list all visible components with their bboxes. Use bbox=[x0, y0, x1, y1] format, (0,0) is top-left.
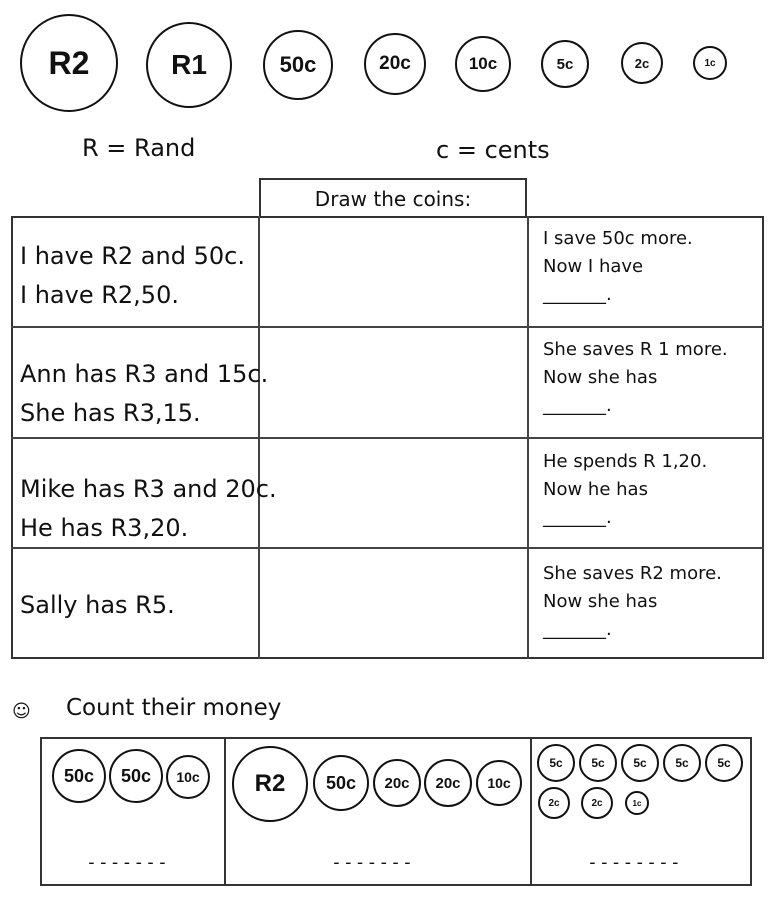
table-row-3-question bbox=[543, 448, 707, 532]
question-line: Now she has bbox=[543, 591, 658, 612]
statement-line: I have R2,50. bbox=[20, 281, 179, 309]
table-row-3-statement bbox=[20, 470, 277, 548]
coin-20c: 20c bbox=[424, 759, 472, 807]
coin-2c: 2c bbox=[538, 787, 570, 819]
table-row-2-statement bbox=[20, 355, 268, 433]
coin-2c: 2c bbox=[581, 787, 613, 819]
coin-5c: 5c bbox=[705, 744, 743, 782]
coin-r2: R2 bbox=[20, 14, 118, 112]
statement-line: Mike has R3 and 20c. bbox=[20, 475, 277, 503]
statement-line: I have R2 and 50c. bbox=[20, 242, 245, 270]
coin-10c: 10c bbox=[455, 36, 511, 92]
coin-50c: 50c bbox=[263, 30, 333, 100]
coin-50c: 50c bbox=[52, 749, 106, 803]
answer-blank: -------- bbox=[587, 852, 682, 873]
rand-legend: R = Rand bbox=[82, 134, 196, 162]
coin-10c: 10c bbox=[166, 755, 210, 799]
answer-blank: _______. bbox=[543, 507, 612, 528]
coin-5c: 5c bbox=[537, 744, 575, 782]
question-line: He spends R 1,20. bbox=[543, 451, 708, 472]
statement-line: He has R3,20. bbox=[20, 514, 189, 542]
statement-line: Sally has R5. bbox=[20, 591, 175, 619]
answer-blank: _______. bbox=[543, 284, 612, 305]
table-divider bbox=[11, 437, 764, 439]
question-line: Now she has bbox=[543, 367, 658, 388]
answer-blank: _______. bbox=[543, 395, 612, 416]
coin-1c: 1c bbox=[693, 46, 727, 80]
coin-5c: 5c bbox=[579, 744, 617, 782]
coin-20c: 20c bbox=[373, 759, 421, 807]
answer-blank: ------- bbox=[86, 852, 169, 873]
coin-r1: R1 bbox=[146, 22, 232, 108]
answer-blank: ------- bbox=[331, 852, 414, 873]
coin-r2: R2 bbox=[232, 746, 308, 822]
question-line: She saves R2 more. bbox=[543, 563, 722, 584]
coin-5c: 5c bbox=[541, 40, 589, 88]
coin-5c: 5c bbox=[663, 744, 701, 782]
answer-blank: _______. bbox=[543, 619, 612, 640]
statement-line: She has R3,15. bbox=[20, 399, 201, 427]
coin-1c: 1c bbox=[625, 791, 649, 815]
coin-10c: 10c bbox=[476, 760, 522, 806]
count-money-title: Count their money bbox=[66, 695, 282, 721]
question-line: She saves R 1 more. bbox=[543, 339, 728, 360]
table-row-4-question bbox=[543, 560, 722, 644]
cents-legend: c = cents bbox=[436, 136, 550, 164]
coin-50c: 50c bbox=[109, 749, 163, 803]
question-line: I save 50c more. bbox=[543, 228, 693, 249]
coin-50c: 50c bbox=[313, 755, 369, 811]
question-line: Now I have bbox=[543, 256, 644, 277]
table-divider bbox=[11, 326, 764, 328]
table-row-1-question bbox=[543, 225, 693, 309]
coin-2c: 2c bbox=[621, 42, 663, 84]
table-row-2-question bbox=[543, 336, 728, 420]
draw-coins-header: Draw the coins: bbox=[259, 178, 527, 217]
coin-20c: 20c bbox=[364, 33, 426, 95]
question-line: Now he has bbox=[543, 479, 648, 500]
coin-5c: 5c bbox=[621, 744, 659, 782]
table-row-1-statement bbox=[20, 237, 245, 315]
smiley-icon: ☺ bbox=[12, 701, 31, 722]
table-row-4-statement bbox=[20, 586, 175, 625]
statement-line: Ann has R3 and 15c. bbox=[20, 360, 269, 388]
